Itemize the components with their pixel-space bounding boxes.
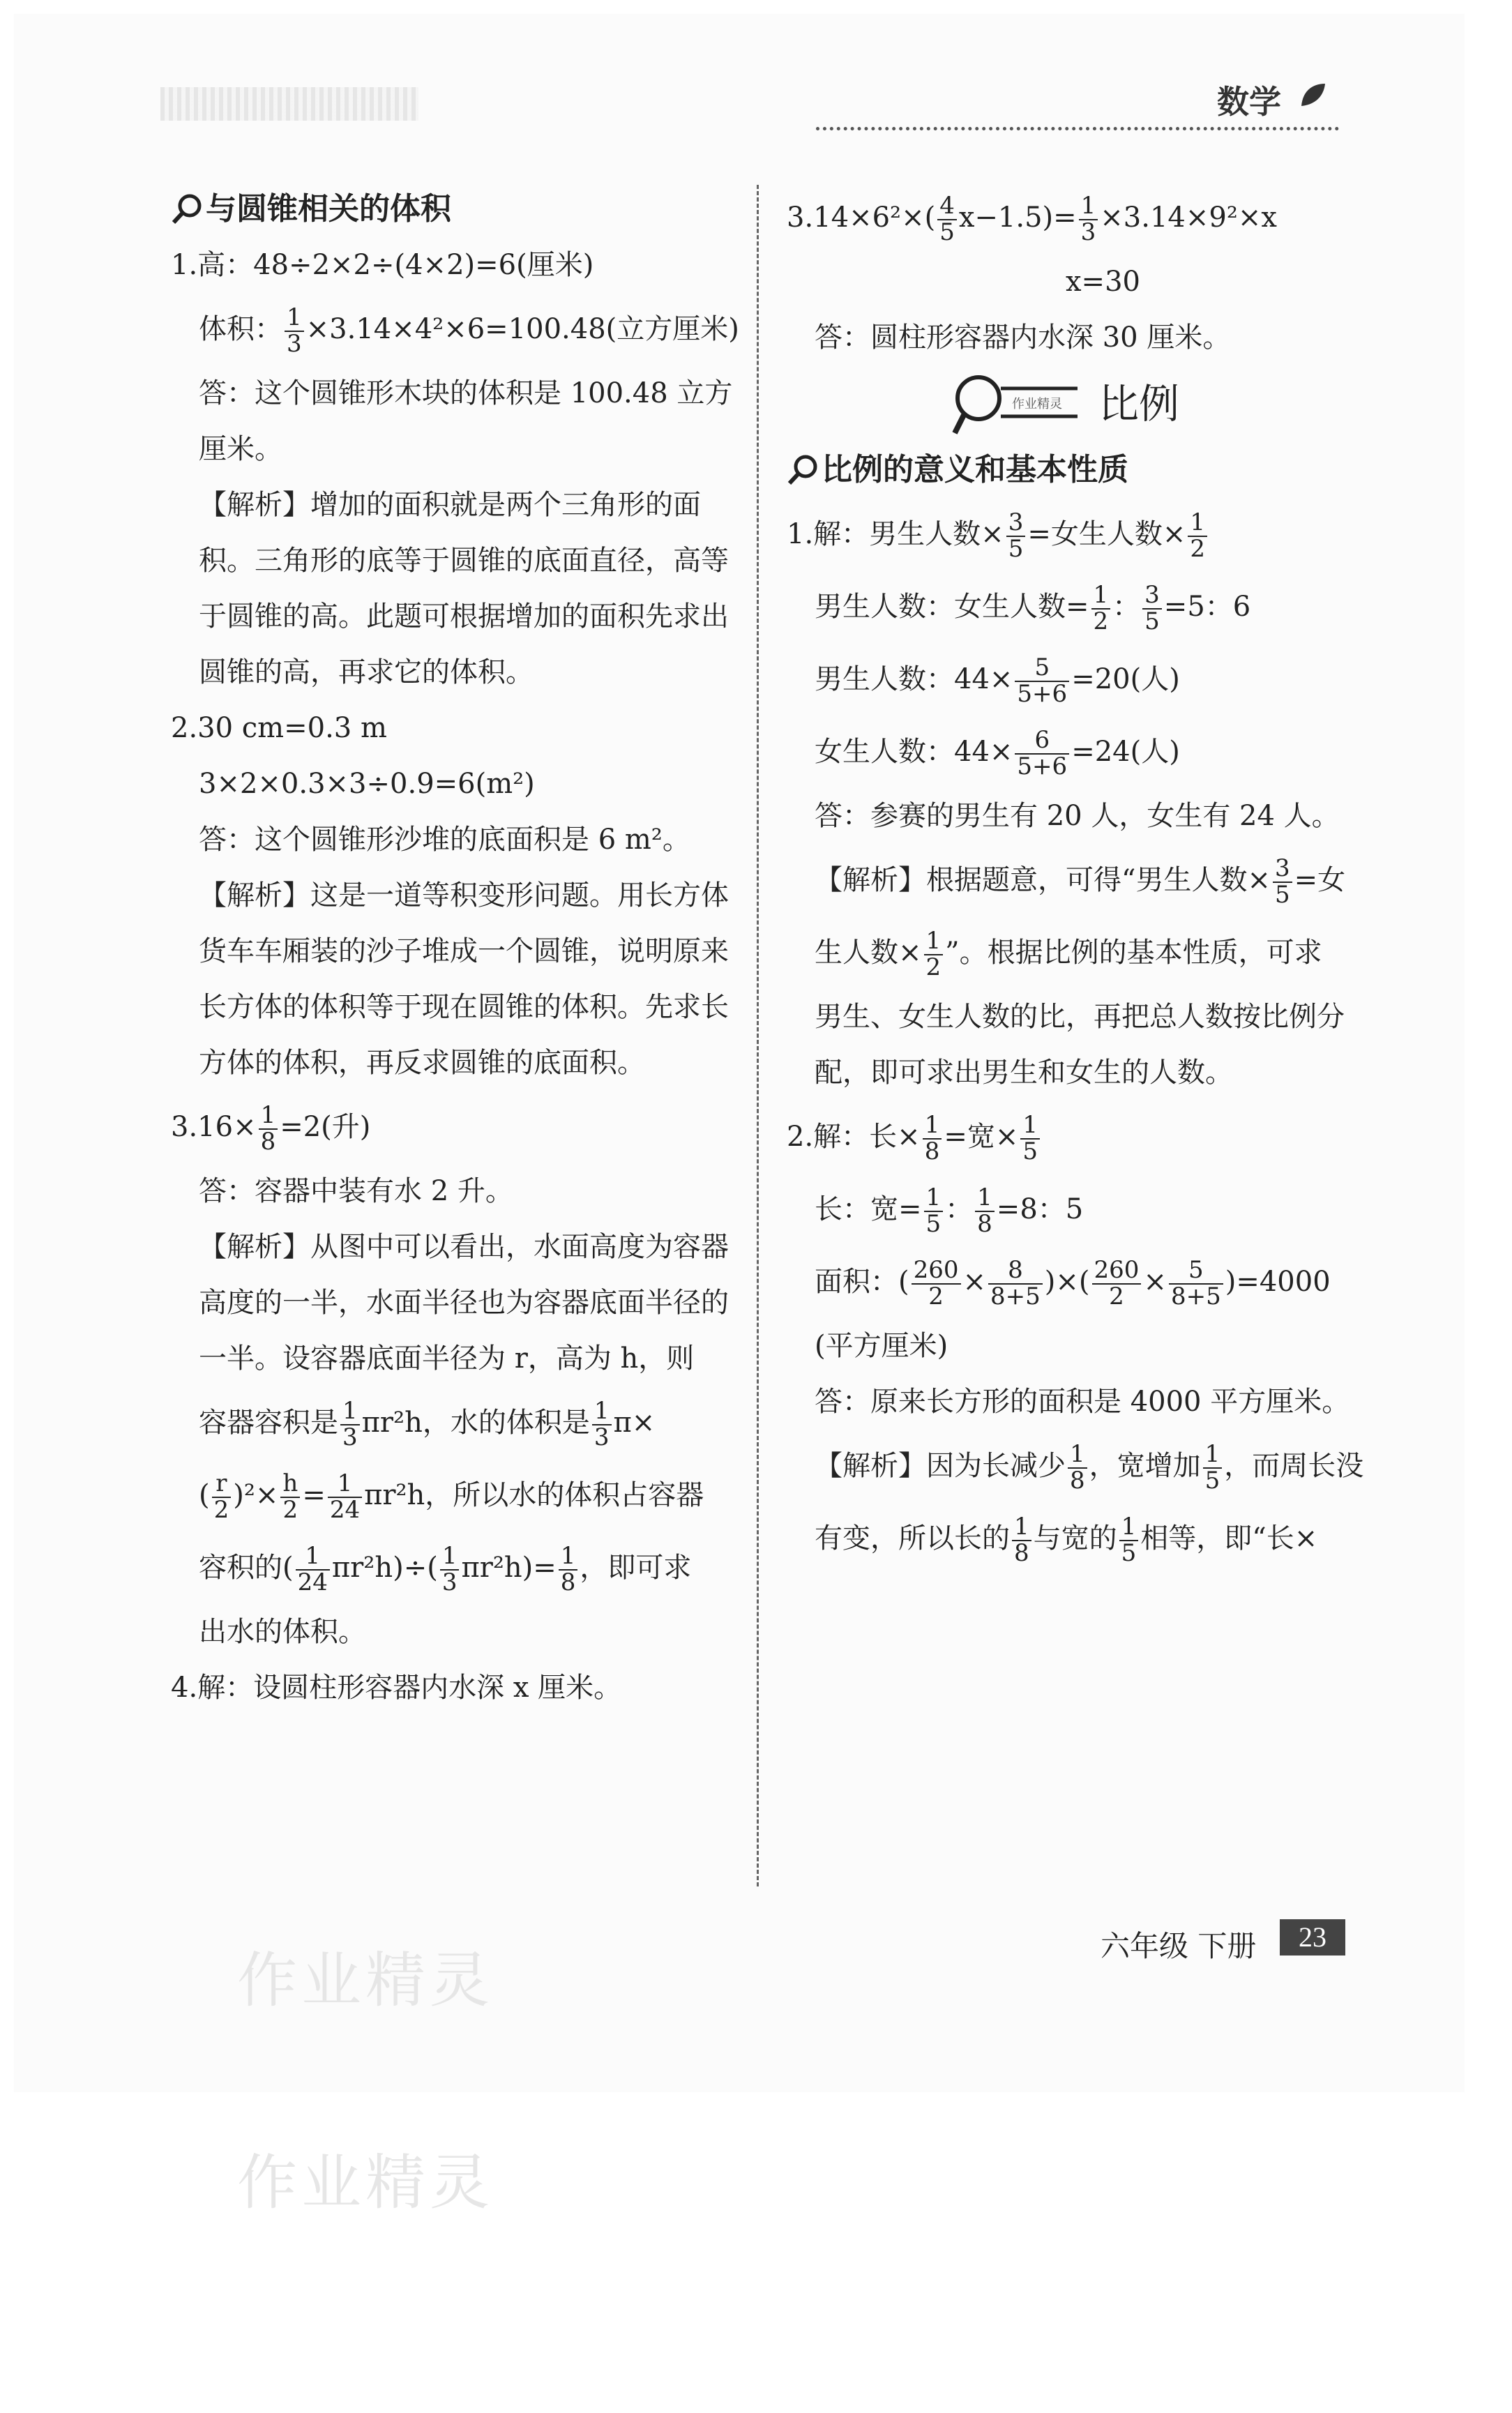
section-heading-2 bbox=[787, 442, 1345, 498]
watermark: 作业精灵 bbox=[237, 1946, 494, 2015]
q1-analysis: 【解析】增加的面积就是两个三角形的面积。三角形的底等于圆锥的底面直径，高等于圆锥的高。此题可根据增加的面积先求出圆锥的高，再求它的体积。 bbox=[199, 489, 729, 688]
header-subject: 数学 bbox=[1217, 83, 1281, 121]
section-heading bbox=[171, 181, 743, 237]
chapter-heading bbox=[787, 365, 1345, 442]
r-q2-line1: 2.解：长× $\frac{1}{8}$ =宽× $\frac{1}{5}$ bbox=[787, 1100, 1345, 1173]
column-divider bbox=[757, 185, 759, 1886]
r-q1-analysis2: 生人数× $\frac{1}{2}$ ”。根据比例的基本性质，可求 bbox=[815, 927, 1322, 981]
r-q1-analysis3: 男生、女生人数的比，再把总人数按比例分配，即可求出男生和女生的人数。 bbox=[815, 1001, 1345, 1089]
r-q2-line2: 长：宽= $\frac{1}{5}$ ： $\frac{1}{8}$ =8：5 bbox=[815, 1183, 1084, 1238]
q2-line1: 2.30 cm=0.3 m bbox=[171, 712, 387, 744]
header-smudge bbox=[160, 87, 418, 121]
right-column bbox=[787, 181, 1364, 1575]
r-q2-line3: 面积：( $\frac{260}{2}$ × $\frac{8}{8+5}$ )×( $\frac{260}{2}$ × $\frac{5}{8+5}$ )=4000 bbox=[815, 1256, 1331, 1310]
q1-line2: 体积： $\frac{1}{3}$ ×3.14×4²×6=100.48(立方厘米) bbox=[199, 303, 739, 358]
q4-cont-line2: x=30 bbox=[1066, 266, 1140, 298]
q4-answer: 答：圆柱形容器内水深 30 厘米。 bbox=[815, 322, 1231, 354]
footer-grade: 六年级 下册 bbox=[1101, 1929, 1257, 1963]
r-q1-line3: 男生人数：44× $\frac{5}{5+6}$ =20(人) bbox=[815, 653, 1180, 708]
q3-line4: 容器容积是 $\frac{1}{3}$ πr²h，水的体积是 $\frac{1}{3}$ π× bbox=[199, 1397, 656, 1451]
page-number: 23 bbox=[1280, 1919, 1345, 1956]
watermark: 作业精灵 bbox=[237, 2148, 494, 2218]
r-q1-analysis1: 【解析】根据题意，可得“男生人数× $\frac{3}{5}$ =女 bbox=[815, 854, 1346, 909]
header-divider bbox=[816, 127, 1339, 130]
q3-answer: 答：容器中装有水 2 升。 bbox=[199, 1175, 513, 1207]
magnifier-icon bbox=[787, 454, 819, 486]
left-column bbox=[171, 181, 743, 1716]
r-q2-analysis2: 有变，所以长的 $\frac{1}{8}$ 与宽的 $\frac{1}{5}$ 相等，即“长× bbox=[815, 1513, 1318, 1567]
r-q2-line4: (平方厘米) bbox=[815, 1330, 948, 1362]
leaf-icon bbox=[1299, 81, 1326, 109]
r-q1-line2: 男生人数：女生人数= $\frac{1}{2}$ ： $\frac{3}{5}$ =5：6 bbox=[815, 581, 1251, 635]
q1-line1: 1.高：48÷2×2÷(4×2)=6(厘米) bbox=[171, 249, 594, 281]
q3-line5: ( $\frac{r}{2}$ )²× $\frac{h}{2}$ = $\frac{1}{24}$ πr²h，所以水的体积占容器 bbox=[199, 1469, 704, 1524]
q1-answer: 答：这个圆锥形木块的体积是 100.48 立方厘米。 bbox=[199, 377, 733, 465]
q4-cont-line1: 3.14×6²×( $\frac{4}{5}$ x−1.5)= $\frac{1}{3}$ ×3.14×9²×x bbox=[787, 192, 1277, 246]
q2-analysis: 【解析】这是一道等积变形问题。用长方体货车车厢装的沙子堆成一个圆锥，说明原来长方体的体积等于现在圆锥的体积。先求长方体的体积，再反求圆锥的底面积。 bbox=[199, 879, 729, 1079]
q3-line7: 出水的体积。 bbox=[199, 1616, 366, 1648]
q3-analysis: 【解析】从图中可以看出，水面高度为容器高度的一半，水面半径也为容器底面半径的一半。设容器底面半径为 r，高为 h，则 bbox=[199, 1231, 729, 1375]
q4-line1: 4.解：设圆柱形容器内水深 x 厘米。 bbox=[171, 1672, 622, 1704]
q3-line1: 3.16× $\frac{1}{8}$ =2(升) bbox=[171, 1101, 371, 1156]
chapter-title: 比例 bbox=[1098, 380, 1179, 428]
r-q1-line4: 女生人数：44× $\frac{6}{5+6}$ =24(人) bbox=[815, 726, 1180, 780]
q2-line2: 3×2×0.3×3÷0.9=6(m²) bbox=[199, 768, 535, 800]
badge-text: 作业精灵 bbox=[1011, 397, 1062, 411]
r-q1-line1: 1.解：男生人数× $\frac{3}{5}$ =女生人数× $\frac{1}{2}$ bbox=[787, 498, 1345, 570]
q2-answer: 答：这个圆锥形沙堆的底面积是 6 m²。 bbox=[199, 824, 690, 856]
chapter-badge-icon bbox=[952, 369, 1084, 439]
r-q2-answer: 答：原来长方形的面积是 4000 平方厘米。 bbox=[815, 1386, 1350, 1418]
fraction: $\frac{1}{3}$ bbox=[285, 305, 304, 356]
section-title: 比例的意义和基本性质 bbox=[822, 452, 1128, 487]
r-q2-analysis1: 【解析】因为长减少 $\frac{1}{8}$ ，宽增加 $\frac{1}{5}$ ，而周长没 bbox=[815, 1440, 1364, 1495]
q3-line6: 容积的( $\frac{1}{24}$ πr²h)÷( $\frac{1}{3}$ πr²h)= $\frac{1}{8}$ ，即可求 bbox=[199, 1542, 692, 1596]
magnifier-icon bbox=[171, 193, 203, 225]
r-q1-answer: 答：参赛的男生有 20 人，女生有 24 人。 bbox=[815, 800, 1340, 832]
fraction: $\frac{1}{8}$ bbox=[259, 1103, 278, 1154]
section-title: 与圆锥相关的体积 bbox=[206, 191, 451, 227]
